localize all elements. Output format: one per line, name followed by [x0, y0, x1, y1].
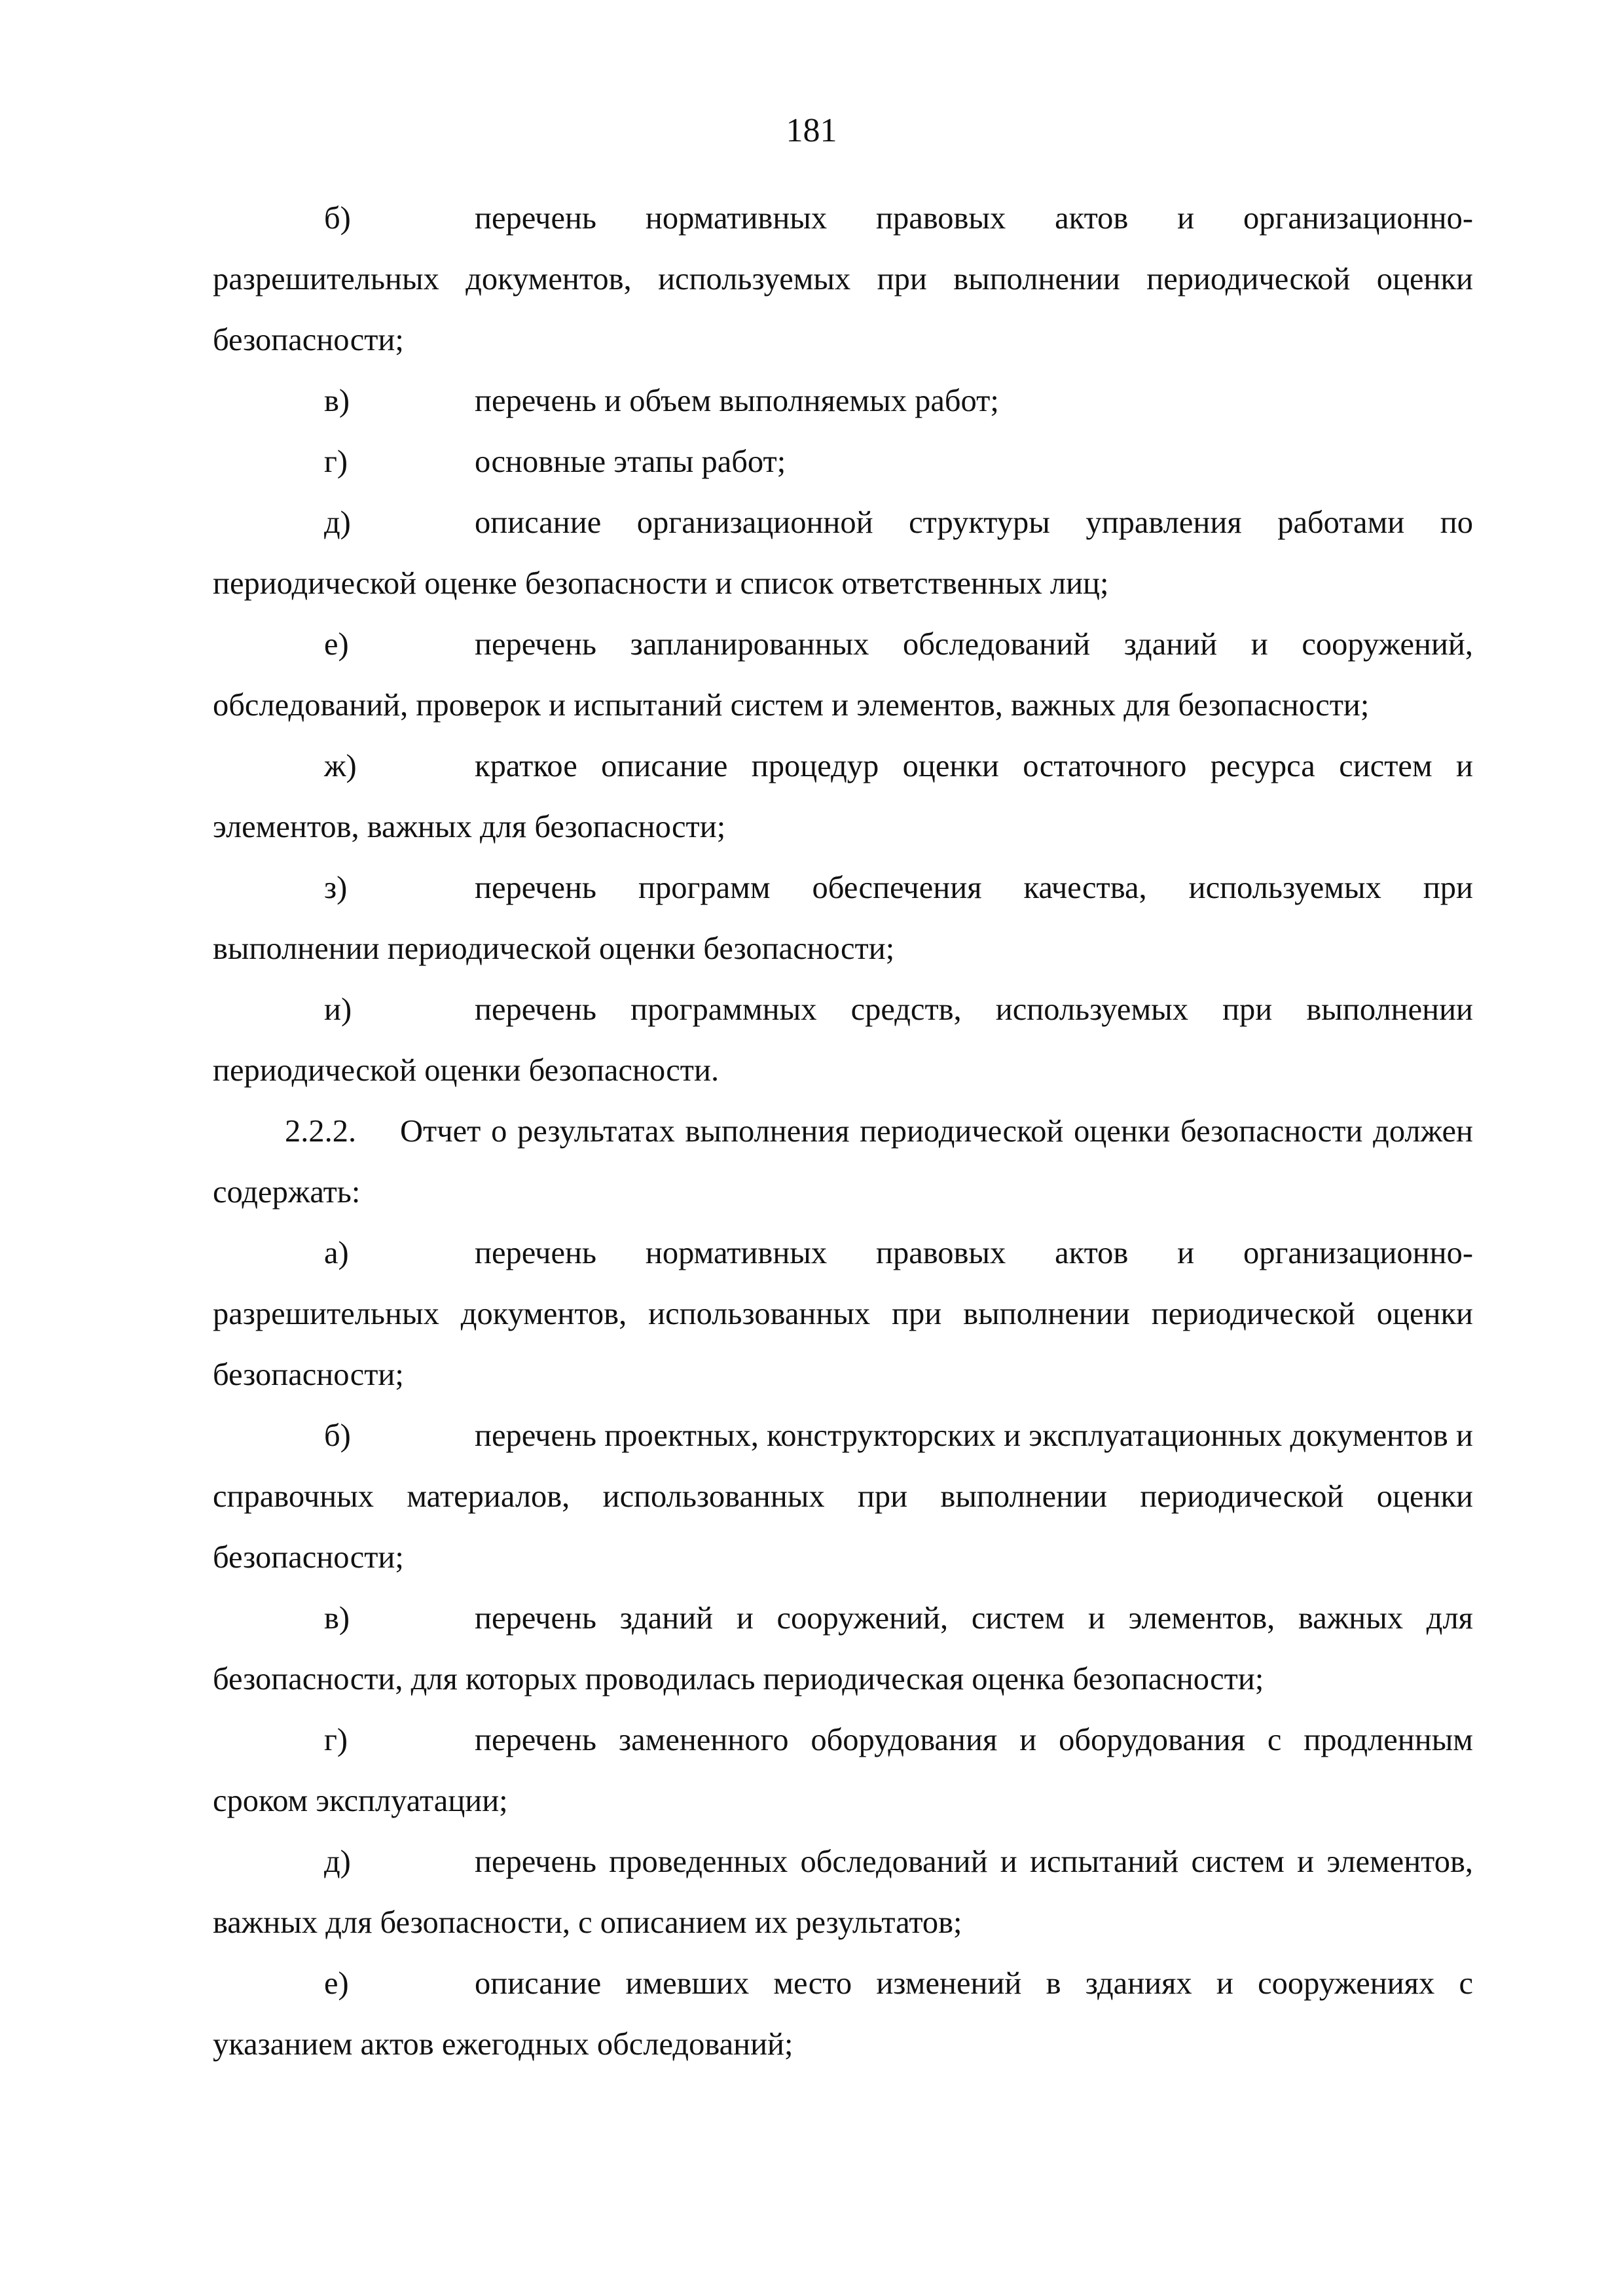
list-item-marker: г): [324, 444, 348, 479]
list-item-marker: з): [324, 870, 348, 905]
list-item-marker: а): [324, 1236, 349, 1270]
list-item-text: перечень запланированных обследований зданий и сооружений, обследований, проверок и испытаний систем и элементов, важных для безопасности;: [213, 627, 1473, 723]
list-item: [213, 857, 1473, 979]
list-item: [213, 1710, 1473, 1831]
list-item-text: перечень программных средств, используемых при выполнении периодической оценки безопасности.: [213, 992, 1473, 1088]
list-item-marker: в): [324, 384, 350, 418]
list-item: [213, 1953, 1473, 2075]
section-number: 2.2.2.: [285, 1114, 357, 1149]
list-item-marker: и): [324, 992, 352, 1027]
section-paragraph: [213, 1101, 1473, 1223]
list-item: [213, 370, 1473, 431]
list-item: [213, 1831, 1473, 1953]
page-number: 181: [786, 112, 837, 149]
list-item: [213, 614, 1473, 736]
list-item-text: основные этапы работ;: [475, 444, 786, 479]
list-item-text: перечень программ обеспечения качества, используемых при выполнении периодической оценки безопасности;: [213, 870, 1473, 966]
list-item-marker: б): [324, 1418, 351, 1453]
list-item-marker: д): [324, 505, 351, 540]
list-item: [213, 188, 1473, 370]
list-item-text: перечень нормативных правовых актов и организационно-разрешительных документов, использованных при выполнении периодической оценки безопасности;: [213, 1236, 1473, 1392]
list-item-marker: б): [324, 201, 351, 236]
list-item-text: краткое описание процедур оценки остаточного ресурса систем и элементов, важных для безопасности;: [213, 749, 1473, 844]
list-item: [213, 979, 1473, 1101]
list-item-text: описание организационной структуры управления работами по периодической оценке безопасности и список ответственных лиц;: [213, 505, 1473, 601]
list-item: [213, 1588, 1473, 1710]
list-item-marker: е): [324, 1966, 349, 2001]
list-item-marker: г): [324, 1723, 348, 1757]
list-item-marker: в): [324, 1601, 350, 1636]
list-item-text: описание имевших место изменений в зданиях и сооружениях с указанием актов ежегодных обследований;: [213, 1966, 1473, 2062]
list-item-text: перечень проведенных обследований и испытаний систем и элементов, важных для безопасности, с описанием их результатов;: [213, 1844, 1473, 1940]
list-item-text: перечень нормативных правовых актов и организационно-разрешительных документов, используемых при выполнении периодической оценки безопасности;: [213, 201, 1473, 357]
section-text: Отчет о результатах выполнения периодической оценки безопасности должен содержать:: [213, 1114, 1473, 1210]
document-body: [213, 188, 1473, 2075]
list-item-text: перечень зданий и сооружений, систем и элементов, важных для безопасности, для которых проводилась периодическая оценка безопасности;: [213, 1601, 1473, 1696]
list-item: [213, 492, 1473, 614]
list-item-marker: е): [324, 627, 349, 662]
list-item: [213, 736, 1473, 857]
list-item-text: перечень и объем выполняемых работ;: [475, 384, 999, 418]
list-item: [213, 1223, 1473, 1405]
list-item: [213, 1405, 1473, 1588]
list-item-text: перечень проектных, конструкторских и эксплуатационных документов и справочных материалов, использованных при выполнении периодической оценки безопасности;: [213, 1418, 1473, 1575]
list-item-marker: ж): [324, 749, 357, 783]
list-item-marker: д): [324, 1844, 351, 1879]
list-item-text: перечень замененного оборудования и оборудования с продленным сроком эксплуатации;: [213, 1723, 1473, 1818]
list-item: [213, 431, 1473, 492]
